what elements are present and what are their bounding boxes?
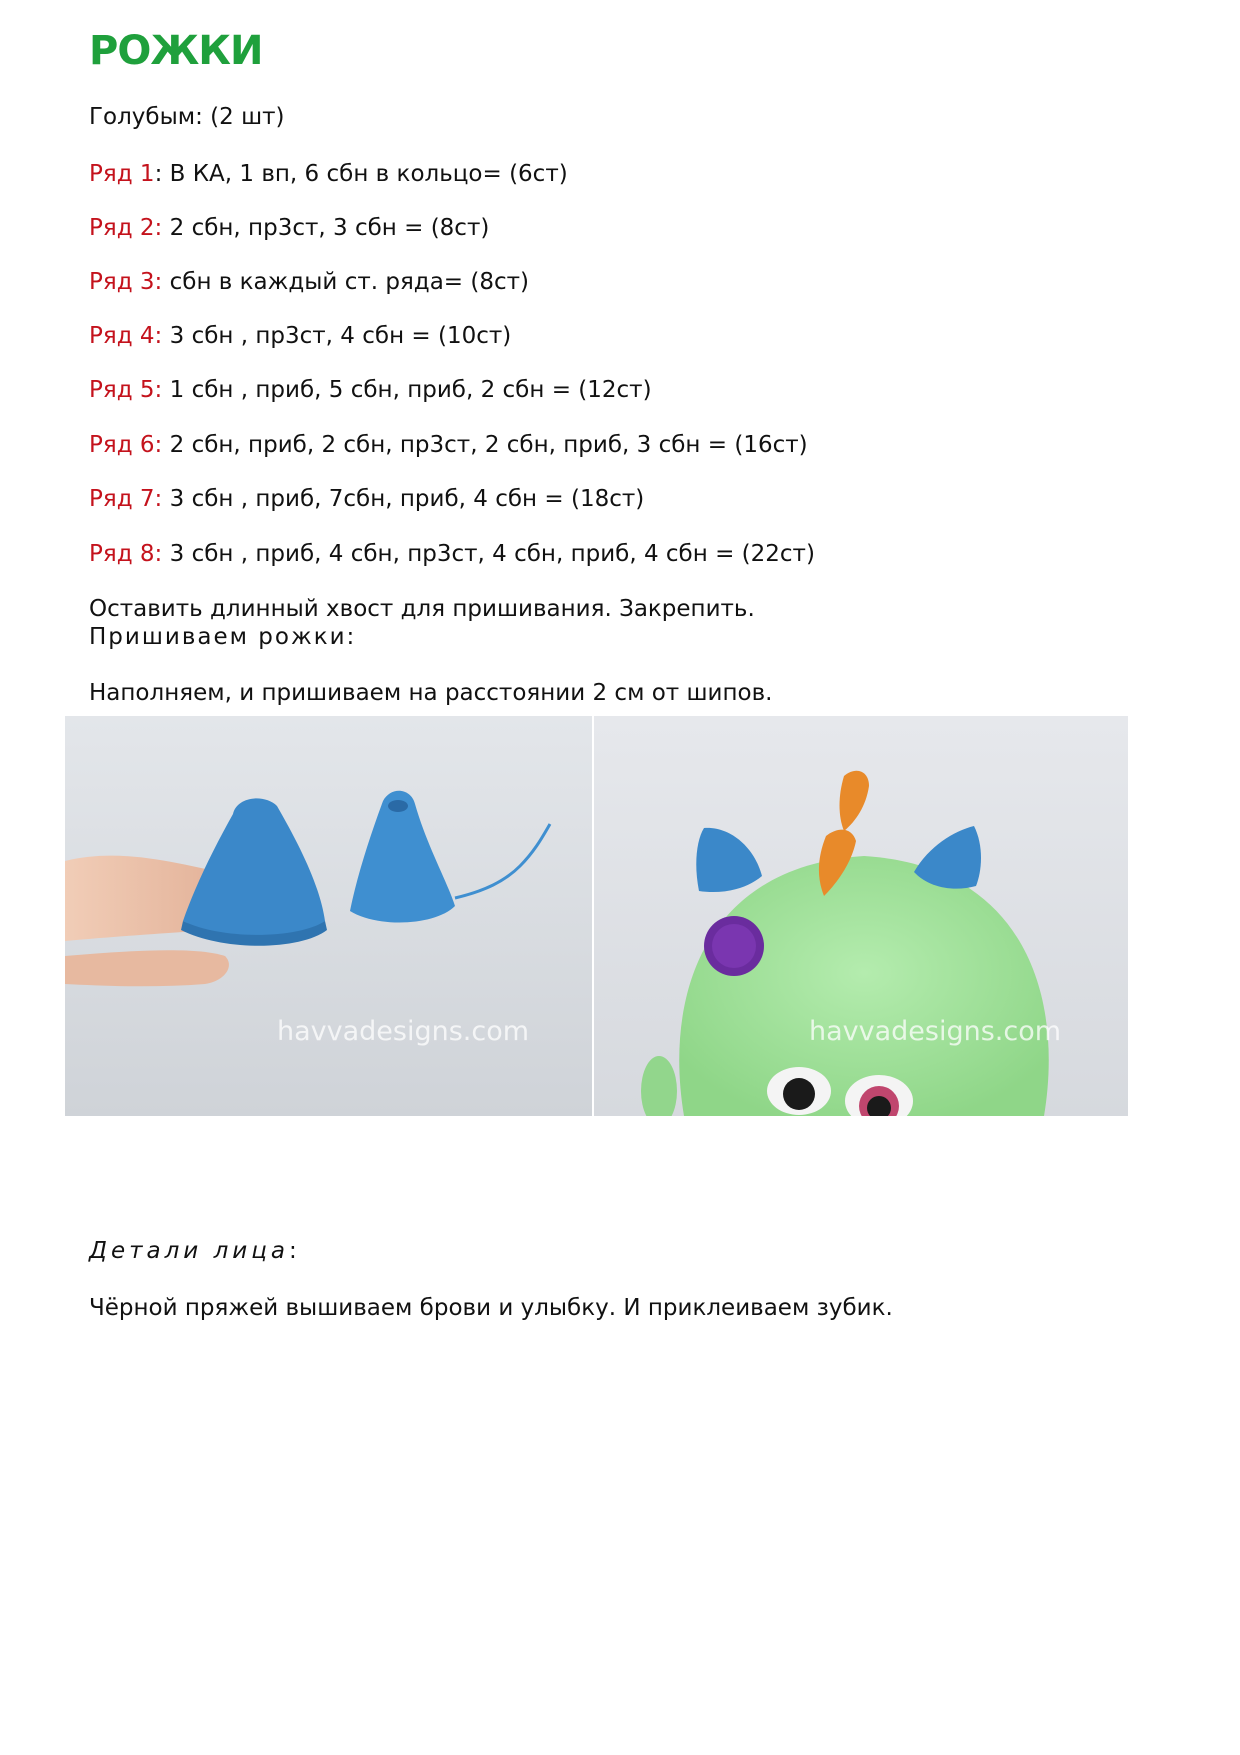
row-7-label: Ряд 7: — [89, 486, 163, 512]
tail-note: Оставить длинный хвост для пришивания. Закрепить. — [89, 596, 755, 622]
row-6-label: Ряд 6: — [89, 432, 163, 458]
row-5-text: 1 сбн , приб, 5 сбн, приб, 2 сбн = (12ст) — [162, 377, 652, 403]
row-2 — [89, 215, 489, 241]
face-heading-text: Детали лица — [89, 1238, 289, 1264]
row-8-text: 3 сбн , приб, 4 сбн, пр3ст, 4 сбн, приб, 4 сбн = (22ст) — [162, 541, 815, 567]
row-7 — [89, 486, 644, 512]
row-5 — [89, 377, 652, 403]
sew-heading: Пришиваем рожки: — [89, 624, 357, 650]
row-3 — [89, 269, 529, 295]
row-4 — [89, 323, 511, 349]
right-watermark: havvadesigns.com — [809, 1016, 1062, 1047]
row-8 — [89, 541, 815, 567]
monster-illustration — [594, 716, 1128, 1116]
row-6 — [89, 432, 808, 458]
row-1-label: Ряд 1 — [89, 161, 155, 187]
row-1-text: В КА, 1 вп, 6 сбн в кольцо= (6ст) — [162, 161, 568, 187]
row-7-text: 3 сбн , приб, 7сбн, приб, 4 сбн = (18ст) — [162, 486, 645, 512]
row-1 — [89, 161, 568, 187]
row-3-label: Ряд 3: — [89, 269, 163, 295]
photo-monster — [594, 716, 1128, 1116]
horns-illustration — [65, 716, 592, 1116]
color-line: Голубым: (2 шт) — [89, 104, 285, 130]
row-8-label: Ряд 8: — [89, 541, 163, 567]
left-watermark: havvadesigns.com — [277, 1016, 530, 1047]
row-1-sep: : — [154, 161, 163, 187]
row-4-label: Ряд 4: — [89, 323, 163, 349]
row-3-text: сбн в каждый ст. ряда= (8ст) — [162, 269, 529, 295]
row-4-text: 3 сбн , пр3ст, 4 сбн = (10ст) — [162, 323, 512, 349]
photo-horns — [65, 716, 592, 1116]
row-6-text: 2 сбн, приб, 2 сбн, пр3ст, 2 сбн, приб, 3 сбн = (16ст) — [162, 432, 808, 458]
face-text: Чёрной пряжей вышиваем брови и улыбку. И приклеиваем зубик. — [89, 1295, 893, 1321]
row-2-text: 2 сбн, пр3ст, 3 сбн = (8ст) — [162, 215, 490, 241]
face-heading — [89, 1238, 301, 1264]
face-heading-colon: : — [288, 1238, 301, 1264]
row-2-label: Ряд 2: — [89, 215, 163, 241]
sew-text: Наполняем, и пришиваем на расстоянии 2 см от шипов. — [89, 680, 773, 706]
row-5-label: Ряд 5: — [89, 377, 163, 403]
section-title: РОЖКИ — [89, 28, 263, 74]
